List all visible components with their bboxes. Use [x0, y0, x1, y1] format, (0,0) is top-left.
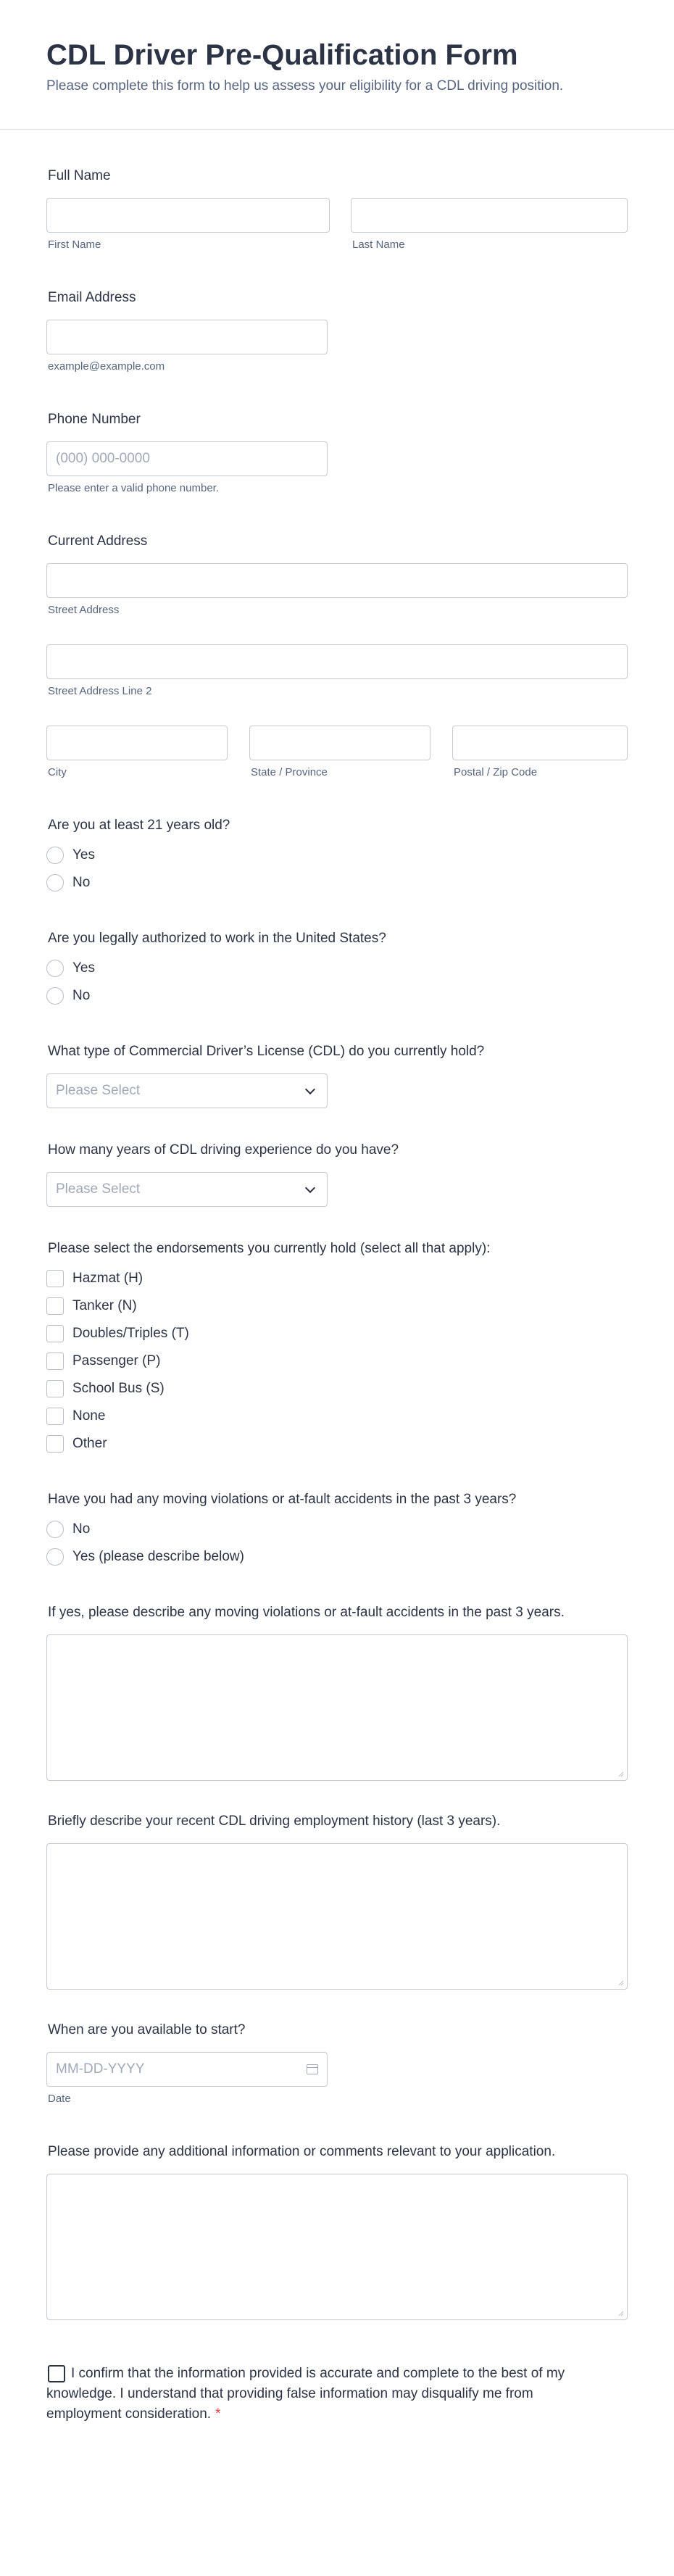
- resize-grip-icon[interactable]: [617, 2309, 624, 2317]
- history-textarea[interactable]: [46, 1843, 628, 1990]
- start-date-input[interactable]: [46, 2052, 328, 2087]
- city-input[interactable]: [46, 726, 228, 760]
- endorsement-doubles-triples[interactable]: [46, 1324, 189, 1343]
- street-address-line2-sublabel: Street Address Line 2: [48, 685, 152, 697]
- endorsement-label: None: [72, 1408, 106, 1424]
- resize-grip-icon[interactable]: [617, 1770, 624, 1777]
- radio-icon[interactable]: [46, 1521, 64, 1538]
- additional-textarea[interactable]: [46, 2174, 628, 2320]
- start-date-placeholder: MM-DD-YYYY: [56, 2061, 145, 2077]
- checkbox-icon[interactable]: [46, 1353, 64, 1370]
- checkbox-icon[interactable]: [46, 1435, 64, 1453]
- state-sublabel: State / Province: [251, 766, 328, 778]
- phone-sublabel: Please enter a valid phone number.: [48, 482, 219, 494]
- authorized-option-label: No: [72, 988, 91, 1003]
- last-name-input[interactable]: [351, 198, 628, 233]
- endorsement-tanker[interactable]: [46, 1297, 137, 1316]
- email-sublabel: example@example.com: [48, 360, 165, 373]
- violations-option-label: Yes (please describe below): [72, 1549, 244, 1564]
- checkbox-icon[interactable]: [46, 1380, 64, 1397]
- zip-sublabel: Postal / Zip Code: [454, 766, 538, 778]
- state-input[interactable]: [249, 726, 430, 760]
- calendar-icon[interactable]: [307, 2064, 318, 2074]
- city-sublabel: City: [48, 766, 67, 778]
- first-name-sublabel: First Name: [48, 238, 101, 251]
- authorized-option-no[interactable]: [46, 986, 90, 1005]
- history-label: Briefly describe your recent CDL driving employment history (last 3 years).: [48, 1813, 501, 1829]
- violations-option-no[interactable]: [46, 1520, 90, 1539]
- violations-label: Have you had any moving violations or at-fault accidents in the past 3 years?: [48, 1492, 517, 1507]
- full-name-label: Full Name: [48, 168, 111, 183]
- cdl-type-label: What type of Commercial Driver’s License (CDL) do you currently hold?: [48, 1044, 485, 1059]
- endorsement-label: Tanker (N): [72, 1298, 137, 1313]
- experience-placeholder: Please Select: [56, 1181, 141, 1197]
- form-title: CDL Driver Pre-Qualification Form: [46, 39, 518, 71]
- radio-icon[interactable]: [46, 987, 64, 1005]
- age-option-no[interactable]: [46, 873, 90, 892]
- endorsement-label: Doubles/Triples (T): [72, 1326, 189, 1341]
- email-input[interactable]: [46, 320, 328, 354]
- street-address-line2-input[interactable]: [46, 644, 628, 679]
- violations-desc-textarea[interactable]: [46, 1634, 628, 1781]
- age-option-label: No: [72, 875, 91, 890]
- violations-desc-label: If yes, please describe any moving violations or at-fault accidents in the past 3 years.: [48, 1605, 565, 1620]
- address-label: Current Address: [48, 533, 148, 549]
- violations-option-label: No: [72, 1521, 91, 1537]
- phone-input[interactable]: [46, 441, 328, 476]
- consent-text: I confirm that the information provided is accurate and complete to the best of my knowledge. I understand that providing false information may disqualify me from employment consideration.: [46, 2366, 565, 2422]
- endorsement-passenger[interactable]: [46, 1352, 160, 1371]
- start-date-label: When are you available to start?: [48, 2022, 246, 2037]
- checkbox-icon[interactable]: [46, 1325, 64, 1342]
- street-address-input[interactable]: [46, 563, 628, 598]
- cdl-type-select[interactable]: [46, 1073, 328, 1108]
- first-name-input[interactable]: [46, 198, 330, 233]
- endorsement-hazmat[interactable]: [46, 1269, 143, 1288]
- additional-label: Please provide any additional information or comments relevant to your application.: [48, 2144, 556, 2159]
- age-label: Are you at least 21 years old?: [48, 818, 230, 833]
- violations-option-yes[interactable]: [46, 1547, 244, 1566]
- experience-label: How many years of CDL driving experience do you have?: [48, 1142, 399, 1158]
- form-subtitle: Please complete this form to help us assess your eligibility for a CDL driving position.: [46, 78, 564, 94]
- consent-block: [46, 2364, 568, 2425]
- radio-icon[interactable]: [46, 1548, 64, 1566]
- endorsement-label: Other: [72, 1436, 107, 1451]
- radio-icon[interactable]: [46, 960, 64, 977]
- phone-placeholder: (000) 000-0000: [56, 451, 150, 466]
- age-option-label: Yes: [72, 847, 95, 863]
- chevron-down-icon: [305, 1084, 315, 1094]
- endorsements-label: Please select the endorsements you currently hold (select all that apply):: [48, 1241, 491, 1256]
- endorsement-none[interactable]: [46, 1407, 105, 1426]
- endorsement-school-bus[interactable]: [46, 1379, 165, 1398]
- endorsement-other[interactable]: [46, 1434, 107, 1453]
- start-date-sublabel: Date: [48, 2093, 71, 2105]
- age-option-yes[interactable]: [46, 846, 95, 865]
- radio-icon[interactable]: [46, 847, 64, 864]
- radio-icon[interactable]: [46, 874, 64, 892]
- checkbox-icon[interactable]: [46, 1297, 64, 1315]
- cdl-type-placeholder: Please Select: [56, 1083, 141, 1098]
- checkbox-icon[interactable]: [46, 1408, 64, 1425]
- phone-label: Phone Number: [48, 412, 141, 427]
- authorized-option-yes[interactable]: [46, 959, 95, 978]
- consent-checkbox[interactable]: [48, 2365, 65, 2382]
- endorsement-label: School Bus (S): [72, 1381, 165, 1396]
- email-label: Email Address: [48, 290, 136, 305]
- last-name-sublabel: Last Name: [352, 238, 405, 251]
- endorsement-label: Passenger (P): [72, 1353, 161, 1368]
- endorsement-label: Hazmat (H): [72, 1271, 143, 1286]
- required-asterisk: *: [215, 2406, 221, 2422]
- form-header: [0, 0, 674, 130]
- checkbox-icon[interactable]: [46, 1270, 64, 1287]
- resize-grip-icon[interactable]: [617, 1979, 624, 1986]
- chevron-down-icon: [305, 1182, 315, 1192]
- authorized-option-label: Yes: [72, 960, 95, 976]
- street-address-sublabel: Street Address: [48, 604, 120, 616]
- experience-select[interactable]: [46, 1172, 328, 1207]
- authorized-label: Are you legally authorized to work in the United States?: [48, 931, 386, 946]
- zip-input[interactable]: [452, 726, 628, 760]
